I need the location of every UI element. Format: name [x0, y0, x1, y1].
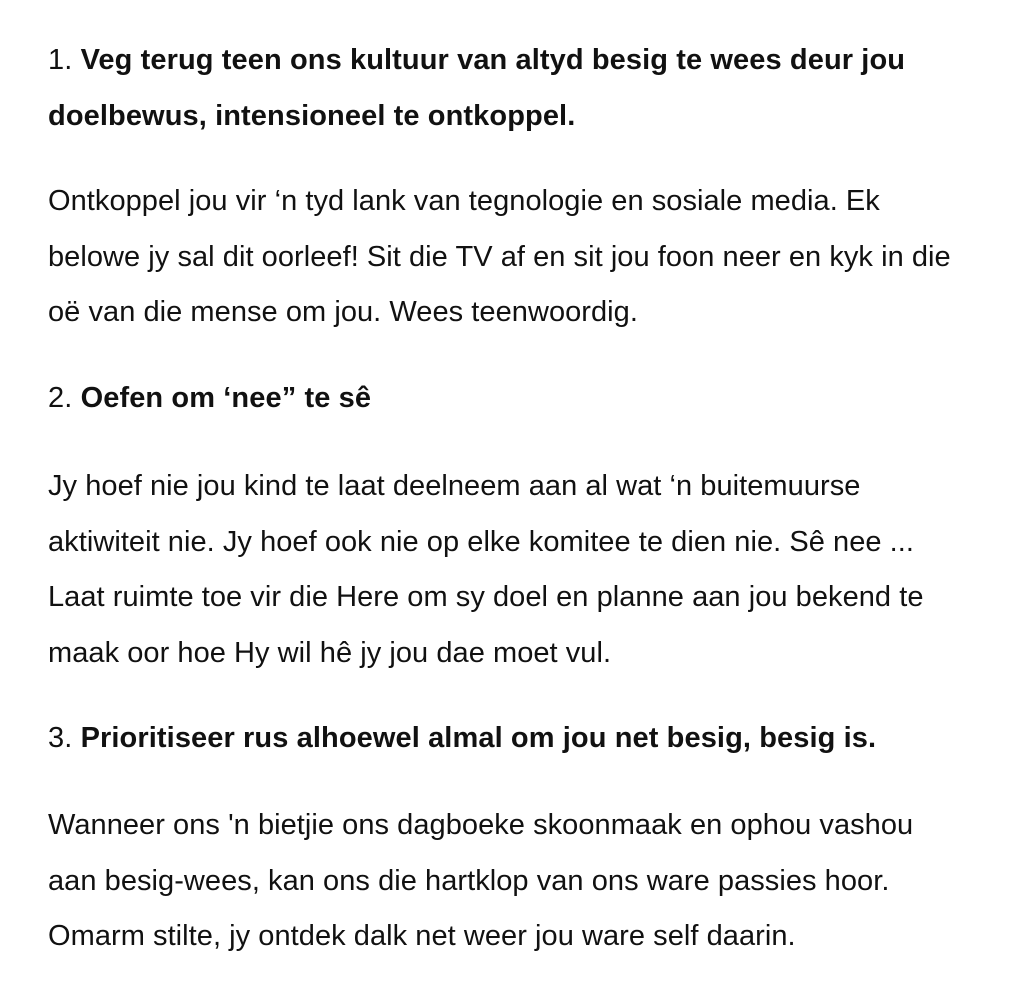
- section-3-heading: [48, 710, 876, 766]
- section-2-heading-line-1: [48, 370, 371, 426]
- section-2-body-line-1: Jy hoef nie jou kind te laat deelneem aan al wat ‘n buitemuurse: [48, 470, 861, 502]
- section-2-number: 2.: [48, 382, 73, 414]
- section-2-title-line-1: Oefen om ‘nee” te sê: [80, 382, 372, 414]
- section-2-body-line-2: aktiwiteit nie. Jy hoef ook nie op elke komitee te dien nie. Sê nee ...: [48, 525, 915, 558]
- section-2-body-line-3: Laat ruimte toe vir die Here om sy doel en planne aan jou bekend te: [48, 581, 924, 613]
- section-3-number: 3.: [48, 722, 73, 754]
- section-1-body-line-1: Ontkoppel jou vir ‘n tyd lank van tegnologie en sosiale media. Ek: [48, 185, 880, 217]
- section-1-heading: [48, 32, 905, 144]
- section-1-body-line-3: oë van die mense om jou. Wees teenwoordig.: [48, 296, 638, 328]
- section-1-body: [48, 174, 1013, 341]
- section-3-body-line-1: Wanneer ons 'n bietjie ons dagboeke skoonmaak en ophou vashou: [48, 809, 914, 841]
- section-2-heading: [48, 370, 371, 426]
- section-3-body-line-2: aan besig-wees, kan ons die hartklop van ons ware passies hoor.: [48, 864, 890, 897]
- section-1-heading-line-1: [48, 32, 905, 88]
- section-3-title-line-1: Prioritiseer rus alhoewel almal om jou net besig, besig is.: [80, 722, 877, 754]
- section-2-body-line-4: maak oor hoe Hy wil hê jy jou dae moet vul.: [48, 636, 612, 669]
- section-3-body-line-3: Omarm stilte, jy ontdek dalk net weer jou ware self daarin.: [48, 920, 796, 952]
- section-1-title-line-1: Veg terug teen ons kultuur van altyd besig te wees deur jou: [80, 44, 906, 76]
- section-1-number: 1.: [48, 44, 73, 76]
- section-1-body-line-2: belowe jy sal dit oorleef! Sit die TV af en sit jou foon neer en kyk in die: [48, 240, 951, 273]
- section-1-title-line-2: doelbewus, intensioneel te ontkoppel.: [48, 100, 576, 132]
- section-3-body: [48, 798, 1013, 965]
- section-3-heading-line-1: [48, 710, 876, 766]
- section-2-body: [48, 459, 1013, 681]
